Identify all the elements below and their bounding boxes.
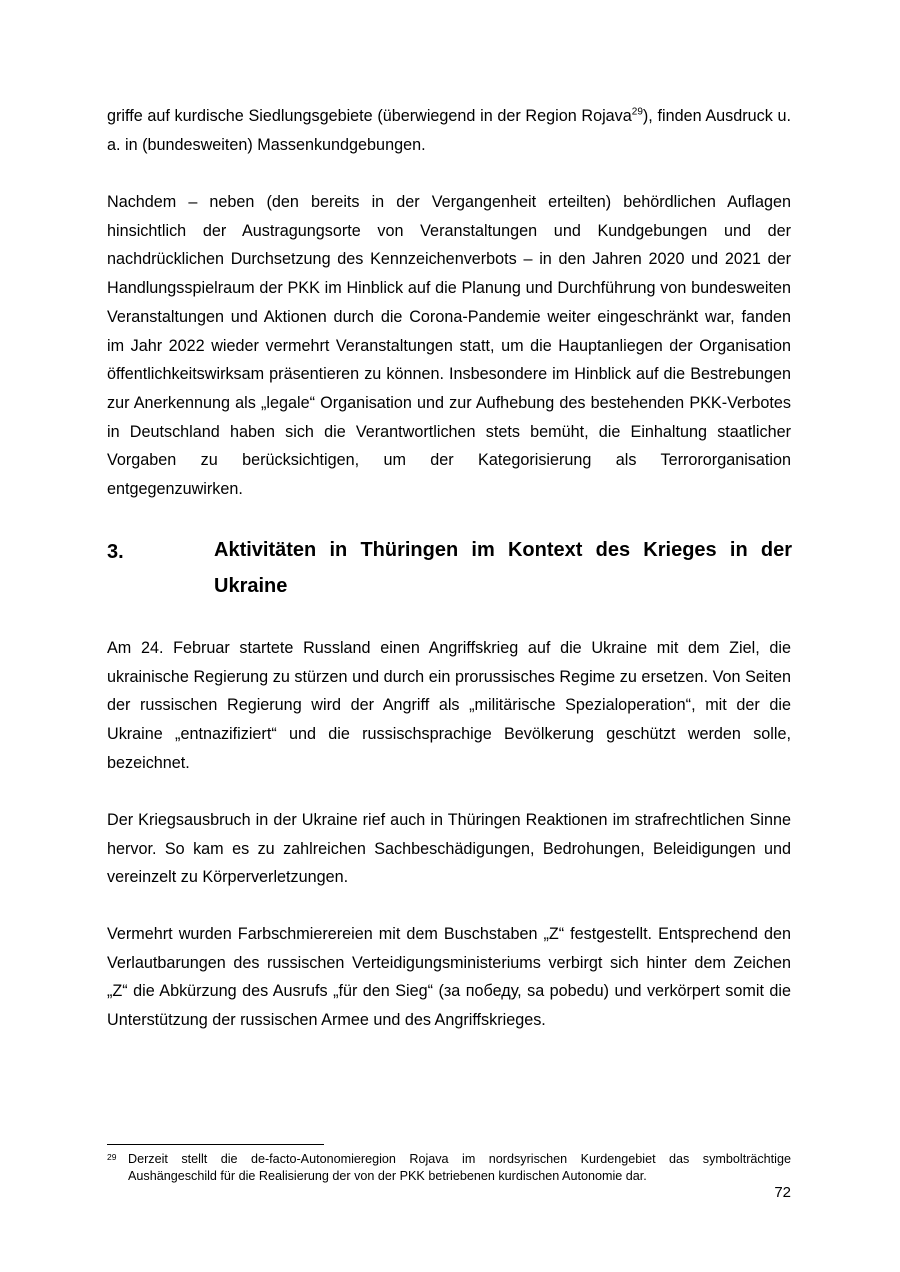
footnote bbox=[107, 1151, 791, 1184]
paragraph-4: Der Kriegsausbruch in der Ukraine rief auch in Thüringen Reaktionen im strafrechtlichen Sinne hervor. So kam es zu zahlreichen Sachbeschädigungen, Bedrohungen, Beleidigungen und vereinzelt zu Körperverletzungen. bbox=[107, 811, 791, 887]
paragraph-1 bbox=[107, 102, 791, 159]
section-heading: Aktivitäten in Thüringen im Kontext des Krieges in der Ukraine bbox=[214, 539, 792, 597]
footnote-separator bbox=[107, 1144, 324, 1145]
paragraph-1-tail: ), finden Ausdruck u. a. in (bundesweiten) Massenkundgebungen. bbox=[107, 107, 791, 154]
section-number: 3. bbox=[107, 541, 124, 563]
paragraph-1-text: griffe auf kurdische Siedlungsgebiete (überwiegend in der Region Rojava bbox=[107, 107, 632, 125]
page-number: 72 bbox=[774, 1184, 791, 1201]
paragraph-5: Vermehrt wurden Farbschmierereien mit dem Buschstaben „Z“ festgestellt. Entsprechend den Verlautbarungen des russischen Verteidigungsministeriums verbirgt sich hinter dem Zeichen „Z“ die Abkürzung des Ausrufs „für den Sieg“ (за победу, sa pobedu) und verkörpert somit die Unterstützung der russischen Armee und des Angriffskrieges. bbox=[107, 925, 791, 1030]
footnote-number: 29 bbox=[107, 1152, 117, 1162]
footnote-reference[interactable]: 29 bbox=[631, 106, 643, 118]
paragraph-2: Nachdem – neben (den bereits in der Vergangenheit erteilten) behördlichen Auflagen hinsichtlich der Austragungsorte von Veranstaltungen und Kundgebungen und der nachdrücklichen Durchsetzung des Kennzeichenverbots – in den Jahren 2020 und 2021 der Handlungsspielraum der PKK im Hinblick auf die Planung und Durchführung von bundesweiten Veranstaltungen und Aktionen durch die Corona-Pandemie weiter eingeschränkt war, fanden im Jahr 2022 wieder vermehrt Veranstaltungen statt, um die Hauptanliegen der Organisation öffentlichkeitswirksam präsentieren zu können. Insbesondere im Hinblick auf die Bestrebungen zur Anerkennung als „legale“ Organisation und zur Aufhebung des bestehenden PKK-Verbotes in Deutschland haben sich die Verantwortlichen stets bemüht, die Einhaltung staatlicher Vorgaben zu berücksichtigen, um der Kategorisierung als Terrororganisation entgegenzuwirken. bbox=[107, 193, 791, 499]
footnote-text: Derzeit stellt die de-facto-Autonomieregion Rojava im nordsyrischen Kurdengebiet das symbolträchtige Aushängeschild für die Realisierung der von der PKK betriebenen kurdischen Autonomie dar. bbox=[128, 1152, 791, 1183]
paragraph-3: Am 24. Februar startete Russland einen Angriffskrieg auf die Ukraine mit dem Ziel, die ukrainische Regierung zu stürzen und durch ein prorussisches Regime zu ersetzen. Von Seiten der russischen Regierung wird der Angriff als „militärische Spezialoperation“, mit der die Ukraine „entnazifiziert“ und die russischsprachige Bevölkerung geschützt werden solle, bezeichnet. bbox=[107, 639, 791, 772]
